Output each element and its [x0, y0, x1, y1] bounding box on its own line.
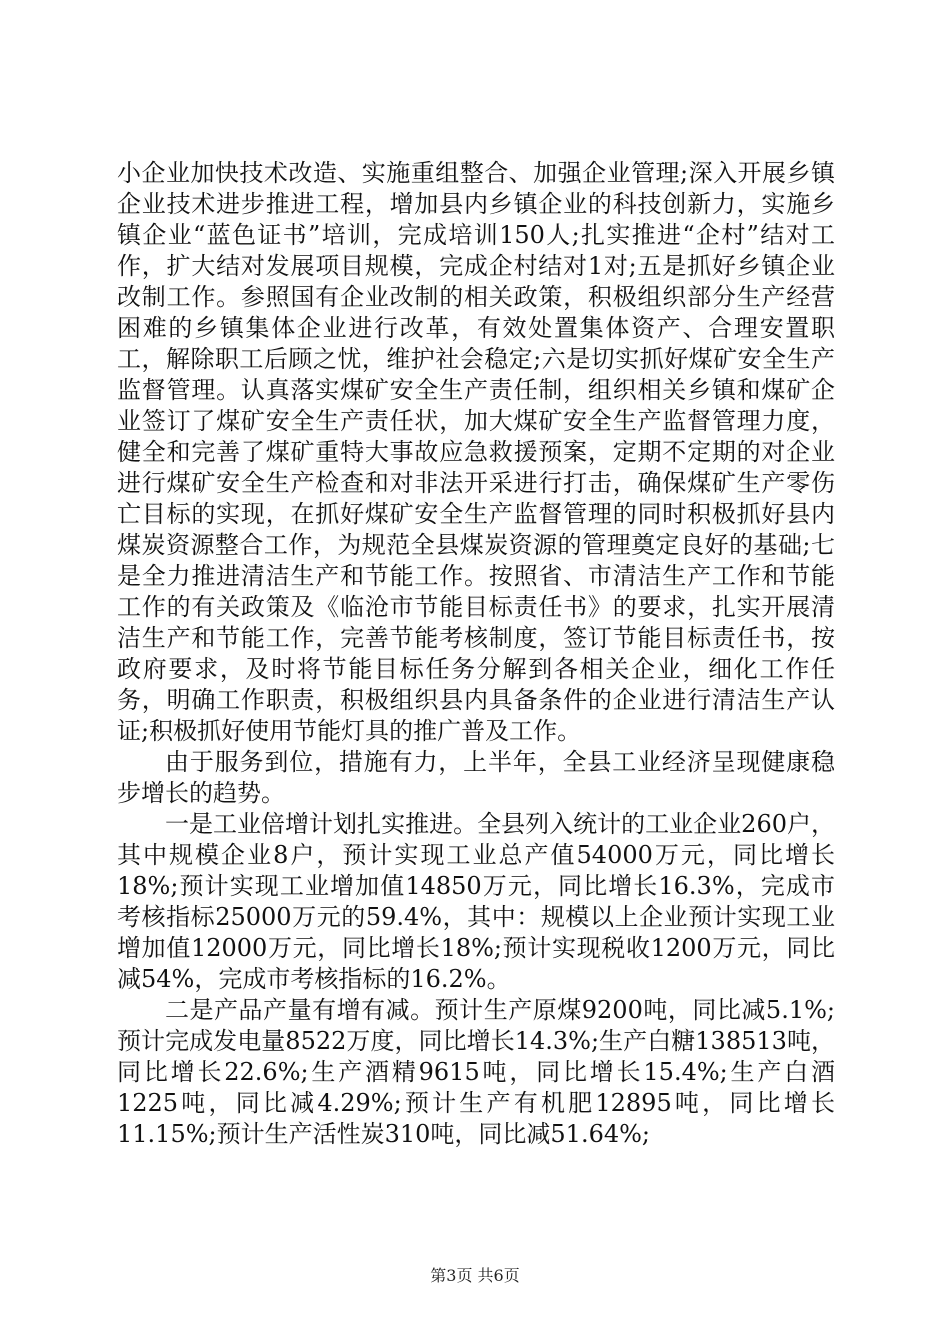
paragraph-summary: 由于服务到位，措施有力，上半年，全县工业经济呈现健康稳步增长的趋势。: [117, 748, 835, 807]
page-number-footer: 第3页 共6页: [430, 1266, 520, 1285]
paragraph-industrial-output: 一是工业倍增计划扎实推进。全县列入统计的工业企业260户，其中规模企业8户，预计实现工业总产值54000万元，同比增长18%;预计实现工业增加值14850万元，同比增长16.3%，完成市考核指标25000万元的59.4%，其中：规模以上企业预计实现工业增加值12000万元，同比增长18%;预计实现税收1200万元，同比减54%，完成市考核指标的16.2%。: [117, 810, 835, 993]
paragraph-continuation: 小企业加快技术改造、实施重组整合、加强企业管理;深入开展乡镇企业技术进步推进工程，增加县内乡镇企业的科技创新力，实施乡镇企业“蓝色证书”培训，完成培训150人;扎实推进“企村”结对工作，扩大结对发展项目规模，完成企村结对1对;五是抓好乡镇企业改制工作。参照国有企业改制的相关政策，积极组织部分生产经营困难的乡镇集体企业进行改革，有效处置集体资产、合理安置职工，解除职工后顾之忧，维护社会稳定;六是切实抓好煤矿安全生产监督管理。认真落实煤矿安全生产责任制，组织相关乡镇和煤矿企业签订了煤矿安全生产责任状，加大煤矿安全生产监督管理力度，健全和完善了煤矿重特大事故应急救援预案，定期不定期的对企业进行煤矿安全生产检查和对非法开采进行打击，确保煤矿生产零伤亡目标的实现，在抓好煤矿安全生产监督管理的同时积极抓好县内煤炭资源整合工作，为规范全县煤炭资源的管理奠定良好的基础;七是全力推进清洁生产和节能工作。按照省、市清洁生产工作和节能工作的有关政策及《临沧市节能目标责任书》的要求，扎实开展清洁生产和节能工作，完善节能考核制度，签订节能目标责任书，按政府要求，及时将节能目标任务分解到各相关企业，细化工作任务，明确工作职责，积极组织县内具备条件的企业进行清洁生产认证;积极抓好使用节能灯具的推广普及工作。: [117, 159, 835, 745]
document-body: [117, 158, 835, 1150]
paragraph-product-output: 二是产品产量有增有减。预计生产原煤9200吨，同比减5.1%;预计完成发电量8522万度，同比增长14.3%;生产白糖138513吨，同比增长22.6%;生产酒精9615吨，同比增长15.4%;生产白酒1225吨，同比减4.29%;预计生产有机肥12895吨，同比增长11.15%;预计生产活性炭310吨，同比减51.64%;: [117, 996, 835, 1148]
